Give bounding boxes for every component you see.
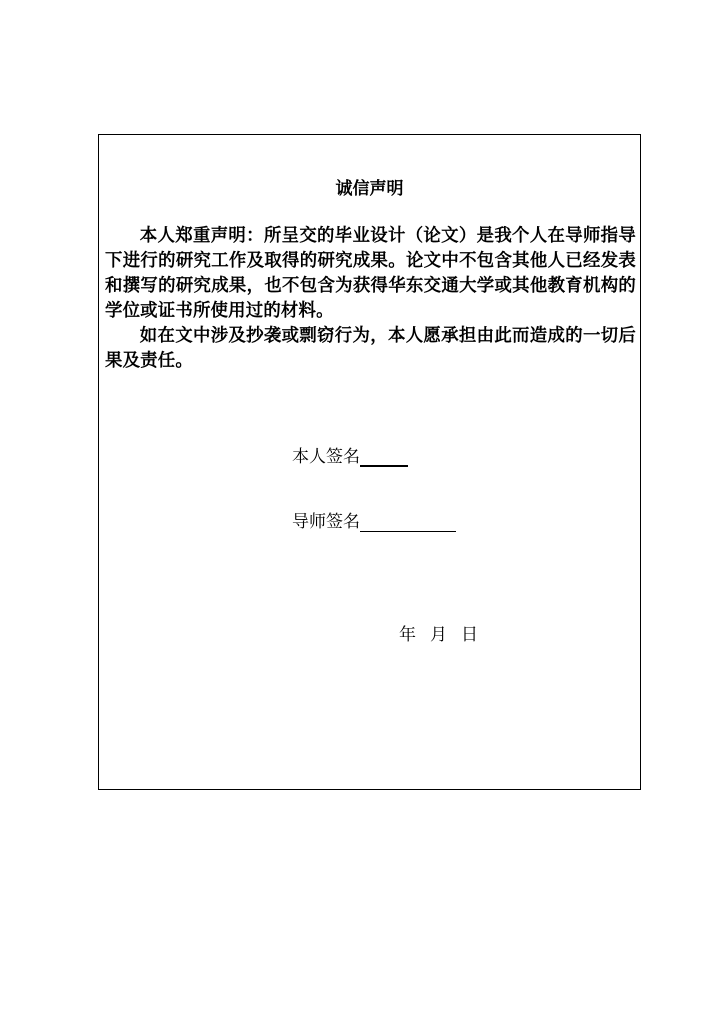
month-label: 月 (430, 625, 447, 645)
declaration-paragraph-1: 本人郑重声明：所呈交的毕业设计（论文）是我个人在导师指导下进行的研究工作及取得的研究成果。论文中不包含其他人已经发表和撰写的研究成果，也不包含为获得华东交通大学或其他教育机构的学位或证书所使用过的材料。 (105, 226, 636, 321)
advisor-signature-blank[interactable] (360, 513, 456, 532)
year-label: 年 (399, 625, 416, 645)
declaration-title: 诚信声明 (335, 179, 404, 199)
self-signature-label: 本人签名 (292, 447, 360, 467)
advisor-signature-line (292, 512, 456, 532)
advisor-signature-label: 导师签名 (292, 512, 360, 532)
date-line (399, 625, 478, 645)
declaration-body (105, 224, 636, 374)
self-signature-blank[interactable] (360, 447, 408, 467)
day-label: 日 (461, 625, 478, 645)
declaration-paragraph-2: 如在文中涉及抄袭或剽窃行为，本人愿承担由此而造成的一切后果及责任。 (105, 326, 636, 371)
self-signature-line (292, 447, 408, 467)
declaration-frame (98, 134, 641, 790)
